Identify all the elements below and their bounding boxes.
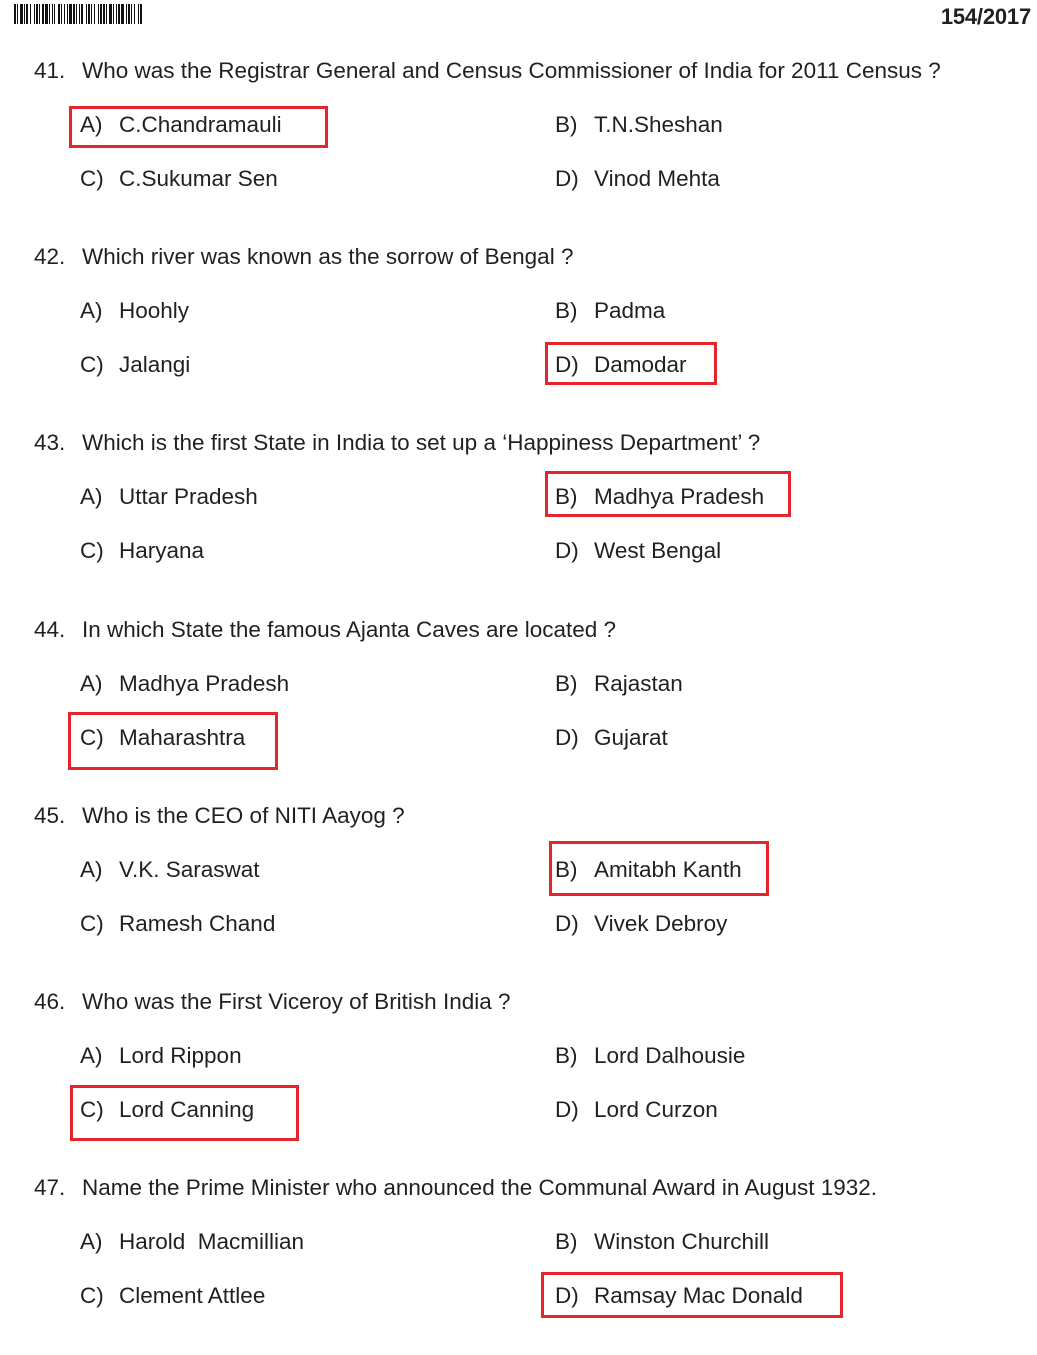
question-stem: Which is the first State in India to set up a ‘Happiness Department’ ? [82, 430, 761, 455]
option-a [80, 1229, 304, 1255]
option-c [80, 166, 278, 192]
option-letter: D) [555, 725, 579, 750]
option-d [555, 538, 721, 564]
option-text: West Bengal [594, 538, 722, 563]
option-letter: B) [555, 484, 578, 509]
option-c [80, 352, 190, 378]
option-text: Clement Attlee [119, 1283, 266, 1308]
option-letter: D) [555, 1283, 579, 1308]
option-letter: B) [555, 857, 578, 882]
option-b [555, 857, 742, 883]
option-text: Madhya Pradesh [594, 484, 765, 509]
option-b [555, 484, 764, 510]
question-stem: Which river was known as the sorrow of Bengal ? [82, 244, 574, 269]
question-text [34, 58, 941, 84]
option-text: Damodar [594, 352, 687, 377]
question-text [34, 1175, 877, 1201]
option-b [555, 112, 723, 138]
option-letter: D) [555, 538, 579, 563]
option-letter: B) [555, 1229, 578, 1254]
option-letter: C) [80, 1097, 104, 1122]
option-text: Rajastan [594, 671, 683, 696]
option-a [80, 112, 282, 138]
option-c [80, 1097, 254, 1123]
option-letter: A) [80, 298, 103, 323]
option-d [555, 166, 720, 192]
option-b [555, 671, 683, 697]
question-41 [0, 58, 1037, 238]
question-stem: Who is the CEO of NITI Aayog ? [82, 803, 405, 828]
question-number: 41. [34, 58, 66, 83]
question-42 [0, 244, 1037, 424]
option-c [80, 538, 204, 564]
option-b [555, 298, 665, 324]
option-text: Lord Canning [119, 1097, 255, 1122]
option-d [555, 911, 727, 937]
option-letter: D) [555, 1097, 579, 1122]
question-number: 45. [34, 803, 66, 828]
question-text [34, 244, 573, 270]
option-a [80, 671, 289, 697]
barcode-bar [140, 4, 142, 24]
option-text: Gujarat [594, 725, 668, 750]
question-number: 44. [34, 617, 66, 642]
option-c [80, 1283, 265, 1309]
option-text: Jalangi [119, 352, 191, 377]
question-number: 43. [34, 430, 66, 455]
question-number: 42. [34, 244, 66, 269]
option-text: Maharashtra [119, 725, 246, 750]
option-letter: C) [80, 166, 104, 191]
option-text: Hoohly [119, 298, 190, 323]
option-letter: D) [555, 166, 579, 191]
option-text: Winston Churchill [594, 1229, 770, 1254]
option-a [80, 857, 260, 883]
option-letter: C) [80, 911, 104, 936]
option-d [555, 1283, 803, 1309]
option-text: Amitabh Kanth [594, 857, 742, 882]
option-text: Uttar Pradesh [119, 484, 258, 509]
option-letter: C) [80, 725, 104, 750]
option-d [555, 725, 668, 751]
option-text: Ramesh Chand [119, 911, 276, 936]
option-text: C.Sukumar Sen [119, 166, 278, 191]
option-text: Ramsay Mac Donald [594, 1283, 803, 1308]
question-text [34, 989, 511, 1015]
option-text: C.Chandramauli [119, 112, 282, 137]
option-letter: A) [80, 857, 103, 882]
question-number: 46. [34, 989, 66, 1014]
option-letter: C) [80, 1283, 104, 1308]
question-43 [0, 430, 1037, 610]
page-code: 154/2017 [940, 4, 1031, 29]
barcode [14, 4, 210, 24]
option-text: Haryana [119, 538, 205, 563]
option-letter: A) [80, 1043, 103, 1068]
option-text: Padma [594, 298, 666, 323]
option-letter: A) [80, 671, 103, 696]
option-letter: A) [80, 112, 103, 137]
option-letter: A) [80, 484, 103, 509]
option-text: Vivek Debroy [594, 911, 728, 936]
option-letter: B) [555, 298, 578, 323]
question-text [34, 430, 760, 456]
option-letter: B) [555, 671, 578, 696]
question-number: 47. [34, 1175, 66, 1200]
option-b [555, 1229, 769, 1255]
option-text: Madhya Pradesh [119, 671, 290, 696]
option-text: Lord Rippon [119, 1043, 242, 1068]
option-letter: B) [555, 112, 578, 137]
question-stem: Who was the First Viceroy of British India ? [82, 989, 511, 1014]
option-text: V.K. Saraswat [119, 857, 260, 882]
option-letter: D) [555, 352, 579, 377]
question-stem: Name the Prime Minister who announced the Communal Award in August 1932. [82, 1175, 878, 1200]
question-text [34, 617, 616, 643]
option-text: Lord Curzon [594, 1097, 718, 1122]
option-letter: A) [80, 1229, 103, 1254]
option-d [555, 352, 687, 378]
option-letter: B) [555, 1043, 578, 1068]
option-c [80, 725, 245, 751]
question-text [34, 803, 405, 829]
option-a [80, 298, 189, 324]
question-44 [0, 617, 1037, 797]
option-d [555, 1097, 718, 1123]
question-stem: Who was the Registrar General and Census Commissioner of India for 2011 Census ? [82, 58, 941, 83]
option-letter: C) [80, 538, 104, 563]
option-text: Harold Macmillian [119, 1229, 305, 1254]
question-stem: In which State the famous Ajanta Caves are located ? [82, 617, 617, 642]
option-text: Lord Dalhousie [594, 1043, 746, 1068]
option-letter: C) [80, 352, 104, 377]
question-46 [0, 989, 1037, 1169]
option-a [80, 1043, 242, 1069]
question-47 [0, 1175, 1037, 1355]
option-text: T.N.Sheshan [594, 112, 723, 137]
option-a [80, 484, 258, 510]
option-c [80, 911, 275, 937]
option-b [555, 1043, 745, 1069]
option-letter: D) [555, 911, 579, 936]
question-45 [0, 803, 1037, 983]
option-text: Vinod Mehta [594, 166, 720, 191]
